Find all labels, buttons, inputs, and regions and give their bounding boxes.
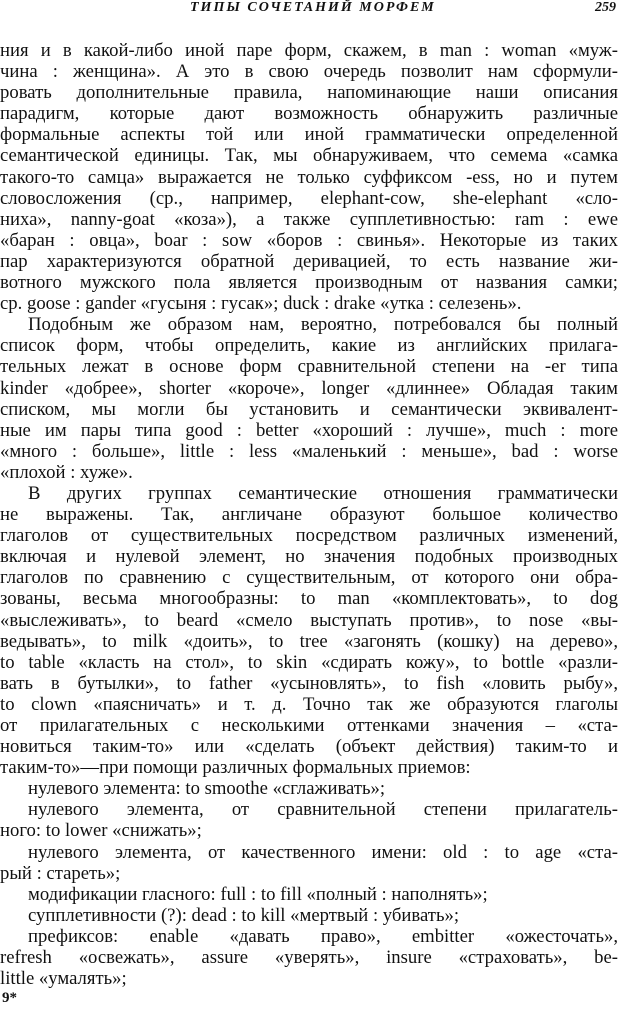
text-line: refresh «освежать», assure «уверять», insure «страховать», be- <box>0 947 618 969</box>
text-line: «выслеживать», to beard «смело выступать против», to nose «вы- <box>0 609 618 631</box>
text-line: рый : стареть»; <box>0 862 121 884</box>
text-line: ния и в какой-либо иной паре форм, скажем, в man : woman «муж- <box>0 40 618 61</box>
page-number: 259 <box>595 0 616 15</box>
text-line: списком, мы могли бы установить и семантически эквивалент- <box>0 398 618 420</box>
text-line: включая и нулевой элемент, но значения подобных производных <box>0 546 618 568</box>
body-text <box>0 40 618 989</box>
signature-mark: 9* <box>2 990 17 1006</box>
text-line: глаголов по сравнению с существительным, от которого они обра- <box>0 567 618 589</box>
text-line: little «умалять»; <box>0 968 127 990</box>
text-line: «много : больше», little : less «маленький : меньше», bad : worse <box>0 440 618 462</box>
text-line: «баран : овца», boar : sow «боров : свинья». Некоторые из таких <box>0 229 618 251</box>
text-line: нулевого элемента: to smoothe «сглаживать»; <box>28 778 386 800</box>
text-line: «плохой : хуже». <box>0 461 133 483</box>
text-line: нулевого элемента, от качественного имени: old : to age «ста- <box>28 841 618 863</box>
text-line: тельных лежат в основе форм сравнительной степени на -er типа <box>0 356 618 378</box>
text-line: словосложения (ср., например, elephant-cow, she-elephant «сло- <box>0 187 618 209</box>
text-line: kinder «добрее», shorter «короче», longer «длиннее» Обладая таким <box>0 377 618 399</box>
text-line: пар характеризуются обратной деривацией, то есть название жи- <box>0 250 618 272</box>
text-line: новиться таким-то» или «сделать (объект действия) таким-то и <box>0 736 618 758</box>
text-line: чина : женщина». А это в свою очередь позволит нам сформули- <box>0 61 618 83</box>
text-line: список форм, чтобы определить, какие из английских прилага- <box>0 335 618 357</box>
text-line: Подобным же образом нам, вероятно, потребовался бы полный <box>28 314 618 336</box>
text-line: ведывать», to milk «доить», to tree «загонять (кошку) на дерево», <box>0 630 618 652</box>
running-title: ТИПЫ СОЧЕТАНИЙ МОРФЕМ <box>190 0 436 15</box>
text-line: модификации гласного: full : to fill «полный : наполнять»; <box>28 883 488 905</box>
text-line: от прилагательных с несколькими оттенками значения – «ста- <box>0 715 618 736</box>
text-line: ровать дополнительные правила, напоминающие наши описания <box>0 82 618 104</box>
text-line: таким-то»—при помощи различных формальных приемов: <box>0 757 471 779</box>
text-line: формальные аспекты той или иной грамматически определенной <box>0 124 618 146</box>
text-line: ного: to lower «снижать»; <box>0 820 202 842</box>
text-line: вотного мужского пола является производным от названия самки; <box>0 272 618 294</box>
text-line: супплетивности (?): dead : to kill «мертвый : убивать»; <box>28 904 460 926</box>
text-line: ниха», nanny-goat «коза»), а также супплетивностью: ram : ewe <box>0 208 618 230</box>
text-line: вать в бутылки», to father «усыновлять», to fish «ловить рыбу», <box>0 672 618 694</box>
text-line: префиксов: enable «давать право», embitter «ожесточать», <box>28 925 618 947</box>
text-line: не выражены. Так, англичане образуют большое количество <box>0 504 618 526</box>
text-line: глаголов от существительных посредством различных изменений, <box>0 525 618 547</box>
text-line: семантической единицы. Так, мы обнаруживаем, что семема «самка <box>0 145 618 167</box>
text-line: to clown «паясничать» и т. д. Точно так же образуются глаголы <box>0 693 618 715</box>
text-line: ср. goose : gander «гусыня : гусак»; duck : drake «утка : селезень». <box>0 293 522 315</box>
text-line: такого-то самца» выражается не только суффиксом -ess, но и путем <box>0 166 618 188</box>
text-line: зованы, весьма многообразны: to man «комплектовать», to dog <box>0 588 618 610</box>
text-line: нулевого элемента, от сравнительной степени прилагатель- <box>28 799 618 821</box>
text-line: парадигм, которые дают возможность обнаружить различные <box>0 103 618 125</box>
text-line: ные им пары типа good : better «хороший : лучше», much : more <box>0 419 618 441</box>
text-line: to table «класть на стол», to skin «сдирать кожу», to bottle «разли- <box>0 651 618 673</box>
text-line: В других группах семантические отношения грамматически <box>28 482 618 504</box>
